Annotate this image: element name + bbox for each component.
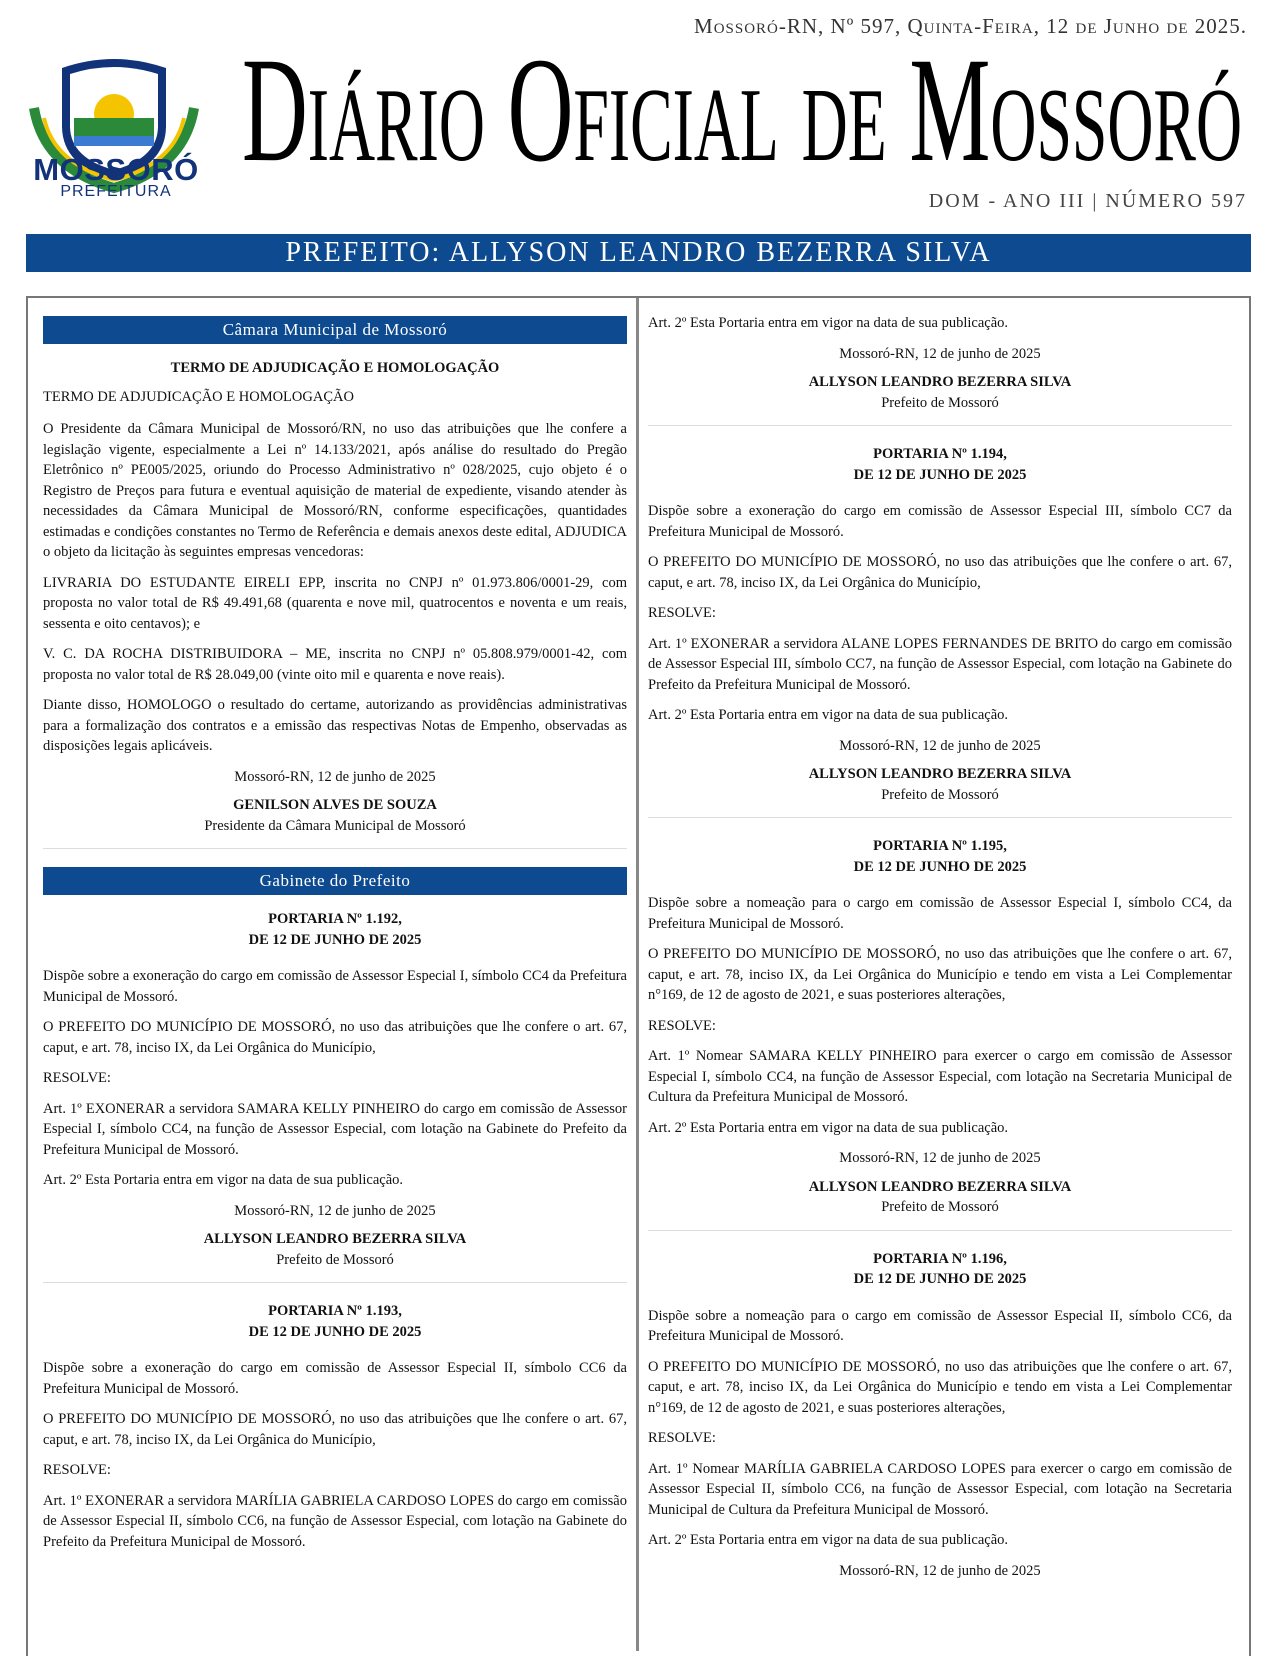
signature-date: Mossoró-RN, 12 de junho de 2025 <box>234 768 436 785</box>
paragraph: Dispõe sobre a nomeação para o cargo em comissão de Assessor Especial II, símbolo CC6, da Prefeitura Municipal de Mossoró. <box>648 1307 1232 1344</box>
svg-text:Diário Oficial de Mossoró: Diário Oficial de Mossoró <box>242 30 1242 180</box>
paragraph: O PREFEITO DO MUNICÍPIO DE MOSSORÓ, no uso das atribuições que lhe confere o art. 67, caput, e art. 78, inciso IX, da Lei Orgânica do Município, <box>43 1019 627 1056</box>
signature-role: Prefeito de Mossoró <box>881 394 999 411</box>
portaria-date-title: DE 12 DE JUNHO DE 2025 <box>853 858 1027 875</box>
left-column <box>43 313 627 1562</box>
paragraph: Art. 1º EXONERAR a servidora ALANE LOPES FERNANDES DE BRITO do cargo em comissão de Assessor Especial III, símbolo CC7, na função de Assessor Especial, com lotação na Gabinete do Prefeito da Prefeitura Municipal de Mossoró. <box>648 635 1232 693</box>
section-header-camara: Câmara Municipal de Mossoró <box>43 316 627 344</box>
portaria-date-title: DE 12 DE JUNHO DE 2025 <box>853 466 1027 483</box>
paragraph: Dispõe sobre a nomeação para o cargo em comissão de Assessor Especial I, símbolo CC4, da Prefeitura Municipal de Mossoró. <box>648 895 1232 932</box>
paragraph: RESOLVE: <box>43 1462 111 1478</box>
portaria-date-title: DE 12 DE JUNHO DE 2025 <box>248 931 422 948</box>
separator <box>648 425 1232 426</box>
signature-name: ALLYSON LEANDRO BEZERRA SILVA <box>808 766 1072 782</box>
document-title: TERMO DE ADJUDICAÇÃO E HOMOLOGAÇÃO <box>170 360 500 376</box>
paragraph: O PREFEITO DO MUNICÍPIO DE MOSSORÓ, no uso das atribuições que lhe confere o art. 67, caput, e art. 78, inciso IX, da Lei Orgânica do Município e tendo em vista a Lei Complementar n°169, de 12 de agosto de 2021, e suas posteriores alterações, <box>648 946 1232 1003</box>
edition-number-line: DOM - ANO III | NÚMERO 597 <box>928 190 1247 212</box>
paragraph: Art. 2º Esta Portaria entra em vigor na data de sua publicação. <box>648 315 1009 331</box>
signature-date: Mossoró-RN, 12 de junho de 2025 <box>839 1562 1041 1579</box>
paragraph: O PREFEITO DO MUNICÍPIO DE MOSSORÓ, no uso das atribuições que lhe confere o art. 67, caput, e art. 78, inciso IX, da Lei Orgânica do Município e tendo em vista a Lei Complementar n°169, de 12 de agosto de 2021, e suas posteriores alterações, <box>648 1358 1232 1416</box>
logo-subtitle: PREFEITURA <box>60 183 172 200</box>
paragraph: Art. 2º Esta Portaria entra em vigor na data de sua publicação. <box>648 1532 1009 1548</box>
right-column <box>648 313 1232 1581</box>
paragraph: V. C. DA ROCHA DISTRIBUIDORA – ME, inscrita no CNPJ nº 05.808.979/0001-42, com proposta no valor total de R$ 28.049,00 (vinte oito mil e quarenta e nove reais). <box>43 646 627 683</box>
paragraph: Art. 2º Esta Portaria entra em vigor na data de sua publicação. <box>43 1172 404 1188</box>
portaria-date-title: DE 12 DE JUNHO DE 2025 <box>248 1323 422 1340</box>
separator <box>43 1282 627 1283</box>
signature-date: Mossoró-RN, 12 de junho de 2025 <box>839 737 1041 754</box>
signature-date: Mossoró-RN, 12 de junho de 2025 <box>234 1202 436 1219</box>
column-divider <box>636 298 639 1651</box>
paragraph: Diante disso, HOMOLOGO o resultado do certame, autorizando as providências administrativas para a formalização dos contratos e a emissão das respectivas Notas de Empenho, observadas as disposições legais aplicáveis. <box>43 697 627 754</box>
signature-name: ALLYSON LEANDRO BEZERRA SILVA <box>203 1231 467 1247</box>
paragraph: O Presidente da Câmara Municipal de Mossoró/RN, no uso das atribuições que lhe confere a legislação vigente, especialmente a Lei nº 14.133/2021, após análise do resultado do Pregão Eletrônico nº PE005/2025, oriundo do Processo Administrativo nº 028/2025, cujo objeto é o Registro de Preços para futura e eventual aquisição de material de expediente, visando atender às necessidades da Câmara Municipal de Mossoró/RN, conforme especificações, quantidades estimadas e condições constantes no Termo de Referência e demais anexos deste edital, ADJUDICA o objeto da licitação às seguintes empresas vencedoras: <box>43 421 627 560</box>
portaria-title: PORTARIA Nº 1.194, <box>873 446 1007 462</box>
paragraph: O PREFEITO DO MUNICÍPIO DE MOSSORÓ, no uso das atribuições que lhe confere o art. 67, caput, e art. 78, inciso IX, da Lei Orgânica do Município, <box>43 1411 627 1448</box>
paragraph: Art. 1º Nomear MARÍLIA GABRIELA CARDOSO LOPES para exercer o cargo em comissão de Assessor Especial II, símbolo CC6, na função de Assessor Especial, com lotação na Secretaria Municipal de Cultura da Prefeitura Municipal de Mossoró. <box>648 1460 1232 1518</box>
signature-role: Presidente da Câmara Municipal de Mossoró <box>204 817 466 834</box>
signature-name: GENILSON ALVES DE SOUZA <box>233 797 437 813</box>
paragraph: Art. 2º Esta Portaria entra em vigor na data de sua publicação. <box>648 1119 1009 1136</box>
signature-date: Mossoró-RN, 12 de junho de 2025 <box>839 1150 1041 1166</box>
paragraph: LIVRARIA DO ESTUDANTE EIRELI EPP, inscrita no CNPJ nº 01.973.806/0001-29, com proposta no valor total de R$ 49.491,68 (quarenta e nove mil, quatrocentos e noventa e um reais, sessenta e oito centavos); e <box>43 574 627 632</box>
document-subtitle: TERMO DE ADJUDICAÇÃO E HOMOLOGAÇÃO <box>43 388 354 405</box>
logo-wordmark: MOSSORÓ <box>33 152 199 187</box>
signature-name: ALLYSON LEANDRO BEZERRA SILVA <box>808 374 1072 390</box>
portaria-date-title: DE 12 DE JUNHO DE 2025 <box>853 1271 1027 1287</box>
paragraph: O PREFEITO DO MUNICÍPIO DE MOSSORÓ, no uso das atribuições que lhe confere o art. 67, caput, e art. 78, inciso IX, da Lei Orgânica do Município, <box>648 554 1232 591</box>
paragraph: RESOLVE: <box>648 1430 716 1446</box>
paragraph: Art. 1º Nomear SAMARA KELLY PINHEIRO para exercer o cargo em comissão de Assessor Especial I, símbolo CC4, na função de Assessor Especial, com lotação na Secretaria Municipal de Cultura da Prefeitura Municipal de Mossoró. <box>648 1048 1232 1105</box>
masthead-title <box>232 30 1252 180</box>
edition-date-line: Mossoró-RN, Nº 597, Quinta-Feira, 12 de Junho de 2025. <box>694 14 1247 38</box>
separator <box>43 848 627 849</box>
signature-role: Prefeito de Mossoró <box>881 786 999 803</box>
portaria-title: PORTARIA Nº 1.196, <box>873 1250 1007 1267</box>
paragraph: Art. 2º Esta Portaria entra em vigor na data de sua publicação. <box>648 707 1009 723</box>
portaria-title: PORTARIA Nº 1.195, <box>873 838 1007 854</box>
signature-role: Prefeito de Mossoró <box>276 1251 394 1268</box>
separator <box>648 1230 1232 1231</box>
portaria-title: PORTARIA Nº 1.192, <box>268 911 402 927</box>
separator <box>648 817 1232 818</box>
paragraph: RESOLVE: <box>43 1070 111 1086</box>
portaria-title: PORTARIA Nº 1.193, <box>268 1303 402 1319</box>
paragraph: Art. 1º EXONERAR a servidora SAMARA KELLY PINHEIRO do cargo em comissão de Assessor Especial I, símbolo CC4, na função de Assessor Especial, com lotação na Gabinete do Prefeito da Prefeitura Municipal de Mossoró. <box>43 1100 627 1158</box>
signature-role: Prefeito de Mossoró <box>881 1199 999 1215</box>
signature-date: Mossoró-RN, 12 de junho de 2025 <box>839 345 1041 362</box>
mayor-banner: PREFEITO: ALLYSON LEANDRO BEZERRA SILVA <box>26 234 1251 272</box>
paragraph: Art. 1º EXONERAR a servidora MARÍLIA GABRIELA CARDOSO LOPES do cargo em comissão de Assessor Especial II, símbolo CC6, na função de Assessor Especial, com lotação na Gabinete do Prefeito da Prefeitura Municipal de Mossoró. <box>43 1492 627 1550</box>
paragraph: Dispõe sobre a exoneração do cargo em comissão de Assessor Especial I, símbolo CC4 da Prefeitura Municipal de Mossoró. <box>43 968 627 1005</box>
section-header-gabinete: Gabinete do Prefeito <box>43 867 627 895</box>
paragraph: Dispõe sobre a exoneração do cargo em comissão de Assessor Especial II, símbolo CC6 da Prefeitura Municipal de Mossoró. <box>43 1360 627 1397</box>
paragraph: Dispõe sobre a exoneração do cargo em comissão de Assessor Especial III, símbolo CC7 da Prefeitura Municipal de Mossoró. <box>648 503 1232 540</box>
paragraph: RESOLVE: <box>648 605 716 621</box>
signature-name: ALLYSON LEANDRO BEZERRA SILVA <box>808 1178 1072 1195</box>
paragraph: RESOLVE: <box>648 1017 716 1034</box>
